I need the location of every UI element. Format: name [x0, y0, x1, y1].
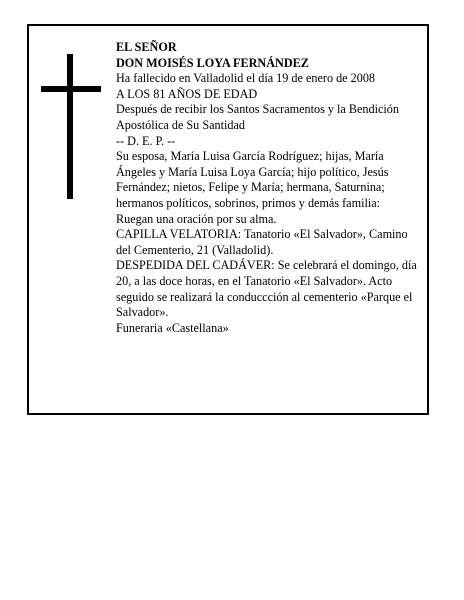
- sacraments-statement: Después de recibir los Santos Sacramentos y la Bendición Apostólica de Su Santidad: [116, 102, 399, 132]
- funeral-home: Funeraria «Castellana»: [116, 320, 229, 335]
- cross-vertical-bar: [67, 54, 73, 199]
- obituary-text: [116, 40, 424, 336]
- farewell-info: DESPEDIDA DEL CADÁVER: Se celebrará el domingo, día 20, a las doce horas, en el Tanatorio «El Salvador». Acto seguido se realizará la conduccción al cementerio «Parque el Salvador».: [116, 258, 417, 320]
- cross-icon: [41, 54, 101, 199]
- obituary-notice: [27, 24, 429, 415]
- title-line-1: EL SEÑOR: [116, 40, 177, 54]
- deceased-name: DON MOISÉS LOYA FERNÁNDEZ: [116, 55, 309, 70]
- chapel-info: CAPILLA VELATORIA: Tanatorio «El Salvador», Camino del Cementerio, 21 (Valladolid).: [116, 227, 408, 257]
- family-list: Su esposa, María Luisa García Rodríguez; hijas, María Ángeles y María Luisa Loya García; hijo político, Jesús Fernández; nietos, Felipe y María; hermana, Saturnina; hermanos políticos, sobrinos, primos y demás familia:: [116, 149, 389, 210]
- cross-horizontal-bar: [41, 86, 101, 92]
- rest-in-peace: -- D. E. P. --: [116, 133, 176, 148]
- death-statement: Ha fallecido en Valladolid el día 19 de enero de 2008: [116, 71, 376, 86]
- prayer-request: Ruegan una oración por su alma.: [116, 211, 277, 226]
- age-statement: A LOS 81 AÑOS DE EDAD: [116, 86, 258, 101]
